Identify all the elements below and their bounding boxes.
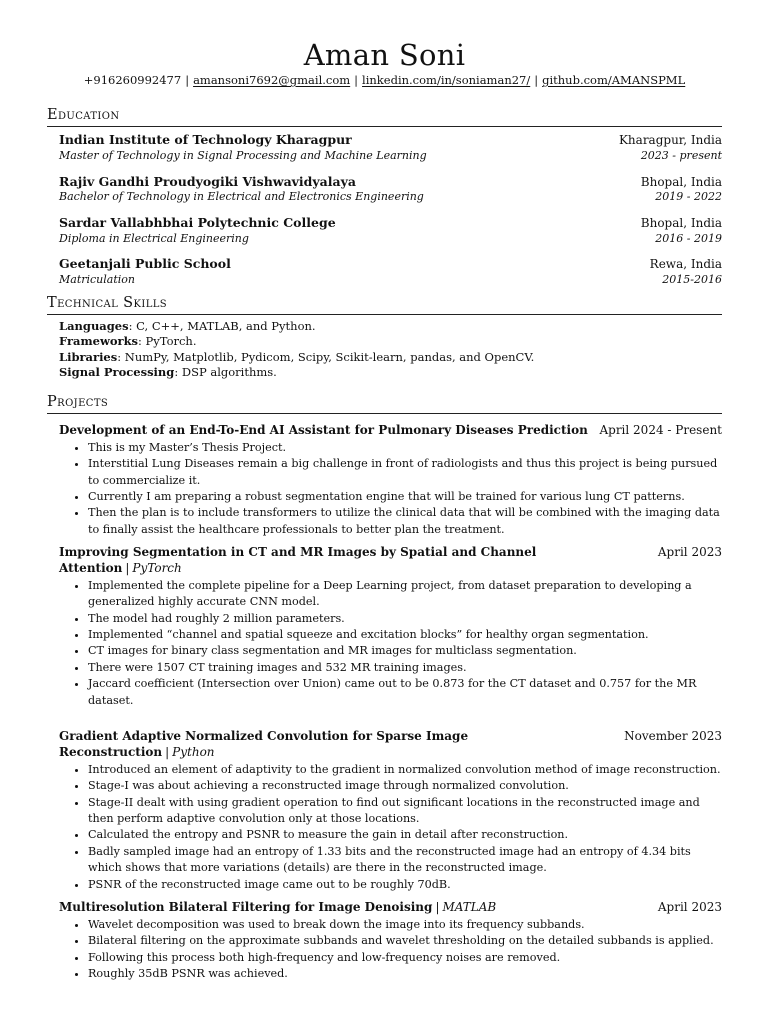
candidate-name: Aman Soni: [303, 38, 466, 72]
linkedin-link[interactable]: linkedin.com/in/soniaman27/: [362, 73, 531, 87]
project-tech: MATLAB: [442, 900, 497, 914]
institution-location: Bhopal, India: [640, 174, 722, 189]
institution-location: Rewa, India: [649, 257, 722, 272]
contact-line: [47, 73, 722, 88]
project-bullets: [59, 917, 722, 983]
separator: |: [435, 900, 440, 914]
bullet-item: • Badly sampled image had an entropy of 1.33 bits and the reconstructed image had an entropy of 4.34 bits which shows that more variations (details) are there in the reconstructed image.: [88, 844, 722, 877]
project-tech: Python: [172, 744, 215, 759]
bullet-item: • Then the plan is to include transformers to utilize the clinical data that will be combined with the imaging data to finally assist the healthcare professionals to better plan the treatment.: [88, 505, 722, 538]
bullet-item: • CT images for binary class segmentation and MR images for multiclass segmentation.: [88, 643, 722, 659]
project-title: Improving Segmentation in CT and MR Images by Spatial and Channel Attention: [59, 545, 537, 576]
section-title-skills: Technical Skills: [47, 294, 722, 315]
skill-row: [59, 319, 722, 335]
bullet-item: • Roughly 35dB PSNR was achieved.: [88, 966, 722, 982]
bullet-item: • This is my Master’s Thesis Project.: [88, 440, 722, 456]
degree-dates: 2023 - present: [640, 149, 722, 163]
skill-label: Signal Processing: [59, 365, 175, 380]
degree-name: Diploma in Electrical Engineering: [59, 231, 249, 245]
institution-location: Kharagpur, India: [618, 133, 722, 148]
bullet-item: • Stage-I was about achieving a reconstructed image through normalized convolution.: [88, 778, 722, 794]
skill-label: Libraries: [59, 349, 118, 364]
project-entry: [47, 545, 722, 709]
project-title-line: [59, 900, 496, 916]
institution-location: Bhopal, India: [640, 215, 722, 230]
project-tech: PyTorch: [132, 561, 182, 576]
skill-label: Languages: [59, 318, 129, 333]
bullet-item: • Jaccard coefficient (Intersection over Union) came out to be 0.873 for the CT dataset and 0.757 for the MR dataset.: [88, 676, 722, 709]
project-date: April 2024 - Present: [599, 422, 722, 437]
project-bullets: [59, 762, 722, 893]
institution-name: Geetanjali Public School: [59, 256, 231, 272]
project-entry: [47, 900, 722, 982]
bullet-item: • There were 1507 CT training images and 532 MR training images.: [88, 660, 722, 676]
project-title: Development of an End-To-End AI Assistant for Pulmonary Diseases Prediction: [59, 422, 588, 437]
project-entry: [47, 423, 722, 538]
skill-value: : C, C++, MATLAB, and Python.: [128, 318, 316, 333]
bullet-item: • Introduced an element of adaptivity to the gradient in normalized convolution method of image reconstruction.: [88, 762, 722, 778]
resume-page: [47, 38, 722, 982]
education-entry: [47, 132, 722, 163]
project-title-line: [59, 729, 624, 761]
bullet-item: • Interstitial Lung Diseases remain a big challenge in front of radiologists and thus this project is being pursued to commercialize it.: [88, 456, 722, 489]
education-entry: [47, 256, 722, 287]
project-title: Gradient Adaptive Normalized Convolution for Sparse Image Reconstruction: [59, 729, 469, 759]
institution-name: Indian Institute of Technology Kharagpur: [59, 132, 352, 148]
skills-list: [47, 319, 722, 381]
bullet-item: • Calculated the entropy and PSNR to measure the gain in detail after reconstruction.: [88, 827, 722, 843]
institution-name: Rajiv Gandhi Proudyogiki Vishwavidyalaya: [59, 173, 356, 189]
skill-label: Frameworks: [59, 334, 139, 349]
section-title-projects: Projects: [47, 393, 722, 414]
degree-dates: 2019 - 2022: [655, 190, 722, 204]
separator: |: [165, 744, 170, 759]
degree-name: Matriculation: [59, 273, 135, 287]
skill-row: [59, 334, 722, 350]
bullet-item: • Wavelet decomposition was used to break down the image into its frequency subbands.: [88, 917, 722, 933]
bullet-item: • Implemented the complete pipeline for a Deep Learning project, from dataset preparation to developing a generalized highly accurate CNN model.: [88, 578, 722, 611]
project-date: April 2023: [657, 900, 722, 914]
bullet-item: • Following this process both high-frequency and low-frequency noises are removed.: [88, 950, 722, 966]
project-bullets: [59, 578, 722, 709]
project-title-line: [59, 545, 658, 577]
bullet-item: • Currently I am preparing a robust segmentation engine that will be trained for various lung CT patterns.: [88, 489, 722, 505]
bullet-item: • The model had roughly 2 million parameters.: [88, 611, 722, 627]
project-date: November 2023: [624, 729, 722, 744]
education-entry: [47, 215, 722, 246]
separator: |: [185, 73, 190, 87]
bullet-item: • Stage-II dealt with using gradient operation to find out significant locations in the reconstructed image and then perform adaptive convolution only at those locations.: [88, 795, 722, 828]
separator: |: [534, 73, 539, 87]
separator: |: [354, 73, 359, 87]
degree-name: Bachelor of Technology in Electrical and Electronics Engineering: [59, 190, 424, 204]
project-entry: [47, 729, 722, 893]
skill-value: : DSP algorithms.: [174, 365, 277, 380]
separator: |: [125, 561, 130, 576]
degree-dates: 2015-2016: [662, 273, 722, 287]
education-entry: [47, 174, 722, 205]
skill-value: : NumPy, Matplotlib, Pydicom, Scipy, Scikit-learn, pandas, and OpenCV.: [117, 349, 535, 364]
skill-row: [59, 365, 722, 381]
phone-number: +916260992477: [83, 73, 182, 87]
email-link[interactable]: amansoni7692@gmail.com: [193, 73, 351, 87]
github-link[interactable]: github.com/AMANSPML: [542, 73, 686, 87]
section-title-education: Education: [47, 106, 722, 127]
degree-name: Master of Technology in Signal Processing and Machine Learning: [59, 149, 427, 163]
degree-dates: 2016 - 2019: [655, 231, 722, 245]
project-title: Multiresolution Bilateral Filtering for Image Denoising: [59, 900, 433, 914]
bullet-item: • Bilateral filtering on the approximate subbands and wavelet thresholding on the detailed subbands is applied.: [88, 933, 722, 949]
bullet-item: • Implemented “channel and spatial squeeze and excitation blocks” for healthy organ segmentation.: [88, 627, 722, 643]
project-date: April 2023: [657, 545, 722, 560]
institution-name: Sardar Vallabhbhai Polytechnic College: [59, 214, 336, 230]
skill-value: : PyTorch.: [138, 334, 197, 349]
skill-row: [59, 350, 722, 366]
bullet-item: • PSNR of the reconstructed image came out to be roughly 70dB.: [88, 877, 722, 893]
project-bullets: [59, 440, 722, 538]
